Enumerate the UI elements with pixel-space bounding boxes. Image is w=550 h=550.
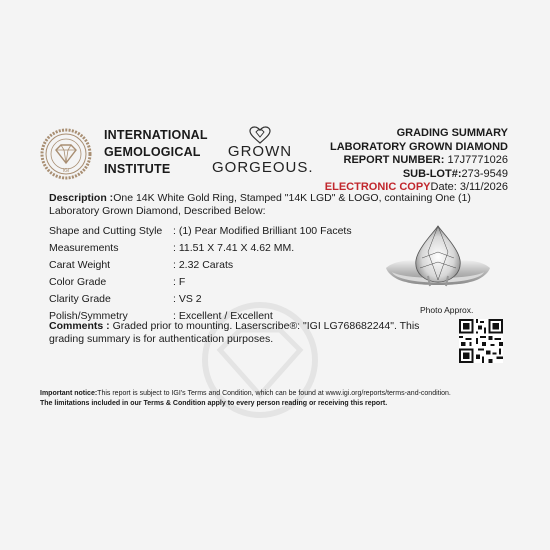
date-label: Date:	[430, 181, 457, 193]
important-label: Important notice:	[40, 390, 98, 397]
brand-logo	[212, 126, 314, 176]
grade-value: : (1) Pear Modified Brilliant 100 Facets	[173, 225, 352, 237]
grade-key: Measurements	[49, 242, 119, 254]
sub-lot-value: 273-9549	[461, 167, 508, 180]
institute-line-1: INTERNATIONAL	[104, 128, 208, 142]
ring-photo	[384, 222, 492, 302]
grade-key: Polish/Symmetry	[49, 310, 128, 322]
brand-line-2: GORGEOUS.	[212, 159, 314, 176]
description-text: One 14K White Gold Ring, Stamped "14K LGD" & LOGO, containing One (1) Laboratory Grown Diamond, Described Below:	[49, 192, 471, 217]
grade-key: Clarity Grade	[49, 293, 111, 305]
important-notice	[40, 389, 515, 408]
grade-value: : VS 2	[173, 293, 202, 305]
date-value: 3/11/2026	[459, 181, 508, 193]
institute-name	[104, 127, 208, 178]
description-label: Description :	[49, 192, 114, 204]
photo-caption: Photo Approx.	[420, 305, 474, 315]
brand-line-1: GROWN	[227, 143, 293, 160]
institute-line-2: GEMOLOGICAL	[104, 145, 201, 159]
heart-diamond-icon	[249, 126, 271, 144]
grading-summary-header	[325, 127, 508, 195]
comments-label: Comments :	[49, 320, 110, 332]
grade-value: : 11.51 X 7.41 X 4.62 MM.	[173, 242, 295, 254]
important-line-2: The limitations included in our Terms & Condition apply to every person reading or receiving this report.	[40, 399, 388, 407]
comments	[49, 320, 449, 345]
grade-value: : F	[173, 276, 186, 288]
important-text: This report is subject to IGI's Terms and Condition, which can be found at www.igi.org/reports/terms-and-condition.	[97, 390, 451, 397]
seal-text: IGI	[62, 168, 70, 174]
description	[49, 192, 499, 217]
report-number-value: 17J7771026	[447, 154, 508, 166]
institute-line-3: INSTITUTE	[104, 162, 171, 176]
sub-lot-label: SUB-LOT#:	[402, 167, 462, 180]
report-number	[325, 154, 508, 168]
report-number-label: REPORT NUMBER:	[343, 154, 445, 166]
summary-subtitle: LABORATORY GROWN DIAMOND	[329, 140, 508, 153]
grade-key: Color Grade	[49, 276, 107, 288]
grade-value: : 2.32 Carats	[173, 259, 234, 271]
grade-key: Shape and Cutting Style	[49, 225, 163, 237]
igi-seal-icon	[40, 128, 92, 180]
comments-text: Graded prior to mounting. Laserscribe®: "IGI LG768682244". This grading summary is for authentication purposes.	[49, 320, 420, 345]
grade-key: Carat Weight	[49, 259, 111, 271]
qr-code[interactable]	[459, 319, 503, 363]
electronic-copy-badge: ELECTRONIC COPY	[324, 181, 431, 193]
grade-value: : Excellent / Excellent	[173, 310, 273, 322]
summary-title: GRADING SUMMARY	[396, 127, 508, 139]
sub-lot	[325, 168, 508, 182]
